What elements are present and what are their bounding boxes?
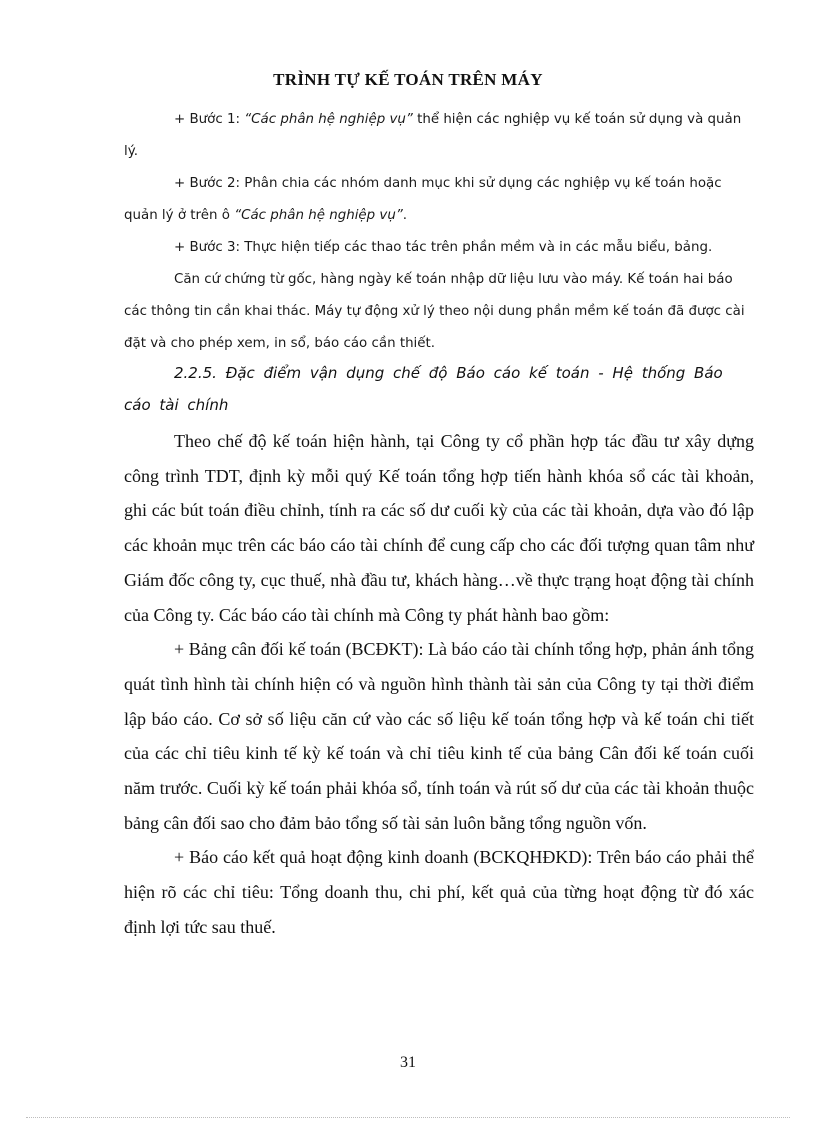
body-text — [124, 424, 754, 945]
step-2-emphasis: “Các phân hệ nghiệp vụ” — [234, 208, 403, 223]
section-heading: 2.2.5. Đặc điểm vận dụng chế độ Báo cáo kế toán - Hệ thống Báo cáo tài chính — [124, 364, 723, 414]
page-title: TRÌNH TỰ KẾ TOÁN TRÊN MÁY — [273, 70, 543, 89]
step-1-suffix: thể hiện các nghiệp vụ kế toán sử dụng và quản lý. — [124, 112, 742, 159]
step-1-emphasis: “Các phân hệ nghiệp vụ” — [244, 112, 413, 127]
page-number: 31 — [400, 1054, 416, 1071]
steps-paragraph: Căn cứ chứng từ gốc, hàng ngày kế toán nhập dữ liệu lưu vào máy. Kế toán hai báo các thông tin cần khai thác. Máy tự động xử lý theo nội dung phần mềm kế toán đã được cài đặt và cho phép xem, in sổ, báo cáo cần thiết. — [124, 272, 745, 351]
body-paragraph: + Bảng cân đối kế toán (BCĐKT): Là báo cáo tài chính tổng hợp, phản ánh tổng quát tình hình tài chính hiện có và nguồn hình thành tài sản của Công ty tại thời điểm lập báo cáo. Cơ sở số liệu căn cứ vào các số liệu kế toán tổng hợp và kế toán chi tiết của các chỉ tiêu kinh tế kỳ kế toán và chỉ tiêu kinh tế của bảng Cân đối kế toán cuối năm trước. Cuối kỳ kế toán phải khóa sổ, tính toán và rút số dư của các tài khoản thuộc bảng cân đối sao cho đảm bảo tổng số tài sản luôn bằng tổng nguồn vốn. — [124, 639, 754, 833]
footer-divider — [26, 1117, 790, 1118]
steps-block — [124, 104, 754, 360]
step-1-prefix: + Bước 1: — [174, 112, 245, 127]
body-paragraph: Theo chế độ kế toán hiện hành, tại Công ty cổ phần hợp tác đầu tư xây dựng công trình TDT, định kỳ mỗi quý Kế toán tổng hợp tiến hành khóa sổ các tài khoản, ghi các bút toán điều chỉnh, tính ra các số dư cuối kỳ của các tài khoản, dựa vào đó lập các khoản mục trên các báo cáo tài chính để cung cấp cho các đối tượng quan tâm như Giám đốc công ty, cục thuế, nhà đầu tư, khách hàng…về thực trạng hoạt động tài chính của Công ty. Các báo cáo tài chính mà Công ty phát hành bao gồm: — [124, 431, 754, 625]
step-3: + Bước 3: Thực hiện tiếp các thao tác trên phần mềm và in các mẫu biểu, bảng. — [174, 240, 713, 255]
body-paragraph: + Báo cáo kết quả hoạt động kinh doanh (BCKQHĐKD): Trên báo cáo phải thể hiện rõ các chỉ tiêu: Tổng doanh thu, chi phí, kết quả của từng hoạt động từ đó xác định lợi tức sau thuế. — [124, 847, 754, 937]
step-2-prefix: + Bước 2: Phân chia các nhóm danh mục khi sử dụng các nghiệp vụ kế toán hoặc quản lý ở trên ô — [124, 176, 722, 223]
step-2-suffix: . — [402, 208, 408, 223]
step-2 — [124, 168, 754, 232]
step-1 — [124, 104, 754, 168]
